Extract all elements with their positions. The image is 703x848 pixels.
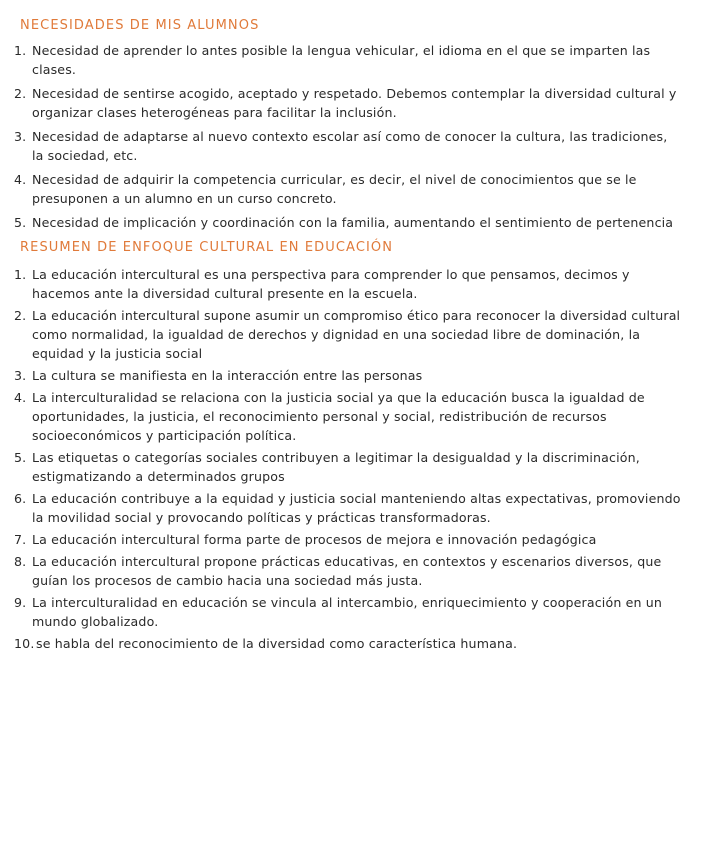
item-text: La educación intercultural forma parte de procesos de mejora e innovación pedagógica xyxy=(32,532,597,547)
list-item xyxy=(14,593,681,631)
item-number: 3. xyxy=(14,368,27,383)
item-number: 5. xyxy=(14,215,27,230)
list-item xyxy=(14,41,681,79)
list-item xyxy=(14,530,681,549)
item-number: 4. xyxy=(14,172,27,187)
list-item xyxy=(14,170,681,208)
list-item xyxy=(14,213,681,232)
item-number: 9. xyxy=(14,595,27,610)
item-number: 1. xyxy=(14,267,27,282)
item-text: se habla del reconocimiento de la diversidad como característica humana. xyxy=(36,636,518,651)
item-number: 5. xyxy=(14,450,27,465)
item-number: 2. xyxy=(14,308,27,323)
item-number: 8. xyxy=(14,554,27,569)
list-item xyxy=(14,366,681,385)
item-text: La educación intercultural supone asumir un compromiso ético para reconocer la diversidad cultural como normalidad, la igualdad de derechos y dignidad en una sociedad libre de dominación, la equidad y la justicia social xyxy=(32,308,681,361)
item-text: La cultura se manifiesta en la interacción entre las personas xyxy=(32,368,423,383)
item-number: 10. xyxy=(14,636,35,651)
list-item xyxy=(14,265,681,303)
item-text: Necesidad de adquirir la competencia curricular, es decir, el nivel de conocimientos que se le presuponen a un alumno en un curso concreto. xyxy=(32,172,637,206)
item-number: 6. xyxy=(14,491,27,506)
item-text: La interculturalidad se relaciona con la justicia social ya que la educación busca la igualdad de oportunidades, la justicia, el reconocimiento personal y social, redistribución de recursos socioeconómicos y participación política. xyxy=(32,390,645,443)
item-number: 2. xyxy=(14,86,27,101)
list-item xyxy=(14,84,681,122)
list-item xyxy=(14,552,681,590)
item-text: Las etiquetas o categorías sociales contribuyen a legitimar la desigualdad y la discriminación, estigmatizando a determinados grupos xyxy=(32,450,640,484)
section-title-needs: NECESIDADES DE MIS ALUMNOS xyxy=(20,18,260,33)
item-number: 7. xyxy=(14,532,27,547)
list-item xyxy=(14,388,681,445)
section-title-summary: RESUMEN DE ENFOQUE CULTURAL EN EDUCACIÓN xyxy=(20,240,394,255)
item-text: La educación contribuye a la equidad y justicia social manteniendo altas expectativas, promoviendo la movilidad social y provocando políticas y prácticas transformadoras. xyxy=(32,491,681,525)
item-number: 4. xyxy=(14,390,27,405)
needs-list xyxy=(14,41,681,232)
item-text: Necesidad de adaptarse al nuevo contexto escolar así como de conocer la cultura, las tradiciones, la sociedad, etc. xyxy=(32,129,668,163)
list-item xyxy=(14,127,681,165)
item-text: La interculturalidad en educación se vincula al intercambio, enriquecimiento y cooperación en un mundo globalizado. xyxy=(32,595,663,629)
item-number: 3. xyxy=(14,129,27,144)
item-number: 1. xyxy=(14,43,27,58)
list-item xyxy=(14,489,681,527)
item-text: Necesidad de aprender lo antes posible la lengua vehicular, el idioma en el que se imparten las clases. xyxy=(32,43,651,77)
list-item xyxy=(14,634,681,653)
item-text: Necesidad de sentirse acogido, aceptado y respetado. Debemos contemplar la diversidad cultural y organizar clases heterogéneas para facilitar la inclusión. xyxy=(32,86,677,120)
summary-list xyxy=(14,265,681,653)
list-item xyxy=(14,448,681,486)
list-item xyxy=(14,306,681,363)
item-text: La educación intercultural propone prácticas educativas, en contextos y escenarios diversos, que guían los procesos de cambio hacia una sociedad más justa. xyxy=(32,554,662,588)
item-text: La educación intercultural es una perspectiva para comprender lo que pensamos, decimos y hacemos ante la diversidad cultural presente en la escuela. xyxy=(32,267,630,301)
item-text: Necesidad de implicación y coordinación con la familia, aumentando el sentimiento de pertenencia xyxy=(32,215,674,230)
